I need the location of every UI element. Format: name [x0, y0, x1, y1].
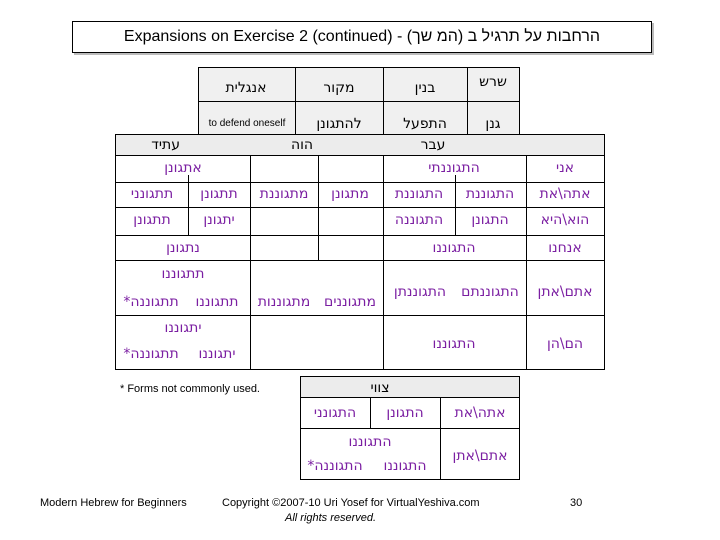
footer-left: Modern Hebrew for Beginners — [40, 497, 187, 509]
imp-f-at: התגונני — [313, 405, 357, 421]
future-m-hem: יתגוננו — [198, 346, 236, 362]
imp-f-aten: התגוננה* — [307, 458, 363, 474]
row-divider-2 — [115, 207, 605, 208]
past-f-hi: התגוננה — [394, 212, 444, 228]
future-f-hi: תתגונן — [133, 212, 171, 228]
col-divider-pronoun — [526, 155, 527, 370]
tense-present: הוה — [290, 137, 314, 153]
header-divider — [198, 101, 520, 102]
footer-rights: All rights reserved. — [285, 512, 377, 524]
header-root-value: גנן — [485, 116, 501, 132]
tense-past: עבר — [420, 137, 446, 153]
imperative-col-divider-2 — [370, 397, 371, 428]
imperative-row-divider — [300, 428, 520, 429]
row-divider-4 — [115, 260, 605, 261]
past-m-atem: התגוננתם — [461, 284, 519, 300]
imperative-header-divider — [300, 397, 520, 398]
slide-title: Expansions on Exercise 2 (continued) - הרחבות על תרגיל ב (המ שך) — [72, 21, 652, 53]
past-anachnu: התגוננו — [432, 240, 476, 256]
row-divider-3 — [115, 235, 605, 236]
col-divider-future-mid — [188, 175, 189, 235]
future-m-hu: יתגונן — [203, 212, 235, 228]
pronoun-anachnu: אנחנו — [548, 240, 582, 256]
future-f-aten: תתגוננה* — [123, 294, 179, 310]
imp-pronoun-atem-aten: אתם\אתן — [452, 448, 508, 464]
future-f-at: תתגונני — [130, 186, 174, 202]
imp-top-atem: התגוננו — [348, 434, 392, 450]
imp-pronoun-ata-at: אתה\את — [454, 405, 506, 421]
past-f-at: התגוננת — [394, 186, 444, 202]
future-ani: אתגונן — [164, 160, 202, 176]
header-col-divider-1 — [467, 67, 468, 136]
header-col-divider-2 — [383, 67, 384, 136]
header-binyan-label: בנין — [414, 80, 436, 96]
header-english-label: אנגלית — [225, 80, 267, 96]
pronoun-ata-at: אתה\את — [539, 186, 591, 202]
page-number: 30 — [570, 497, 583, 509]
pronoun-hu-hi: הוא\היא — [540, 212, 590, 228]
past-hem: התגוננו — [432, 336, 476, 352]
pronoun-hem-hen: הם\הן — [546, 336, 584, 352]
imp-m-ata: התגונן — [386, 405, 424, 421]
header-infinitive-label: מקור — [323, 80, 355, 96]
header-infinitive-value: להתגונן — [316, 116, 362, 132]
imperative-title: צווי — [370, 380, 390, 396]
future-top-hem: יתגוננו — [164, 320, 202, 336]
pronoun-atem-aten: אתם\אתן — [537, 284, 593, 300]
footer-copyright: Copyright ©2007-10 Uri Yosef for VirtualYeshiva.com — [222, 497, 480, 509]
tense-header-divider — [115, 155, 605, 156]
past-f-aten: התגוננתן — [393, 284, 447, 300]
present-m-ani: מתגונן — [331, 186, 369, 202]
col-divider-past — [383, 155, 384, 370]
header-binyan-value: התפעל — [403, 116, 447, 132]
present-m-plural: מתגוננים — [324, 294, 376, 310]
future-m-ata: תתגונן — [200, 186, 238, 202]
past-ani: התגוננתי — [428, 160, 480, 176]
future-m-atem: תתגוננו — [195, 294, 239, 310]
row-divider-1 — [115, 182, 605, 183]
imp-m-atem: התגוננו — [383, 458, 427, 474]
present-f-plural: מתגוננות — [257, 294, 311, 310]
pronoun-ani: אני — [555, 160, 575, 176]
header-english-value: to defend oneself — [208, 118, 286, 129]
future-top-atem: תתגוננו — [161, 266, 205, 282]
col-divider-past-mid — [455, 175, 456, 235]
header-root-label: שרש — [479, 74, 507, 90]
future-anachnu: נתגונן — [166, 240, 200, 256]
col-divider-present — [250, 155, 251, 370]
tense-header-row — [116, 135, 604, 155]
past-m-ata: התגוננת — [465, 186, 515, 202]
past-m-hu: התגונן — [471, 212, 509, 228]
tense-future: עתיד — [151, 137, 180, 153]
future-f-hen: תתגוננה* — [123, 346, 179, 362]
row-divider-5 — [115, 315, 605, 316]
footnote: * Forms not commonly used. — [120, 383, 260, 395]
present-f-ani: מתגוננת — [259, 186, 309, 202]
header-col-divider-3 — [295, 67, 296, 136]
imperative-col-divider — [440, 397, 441, 480]
